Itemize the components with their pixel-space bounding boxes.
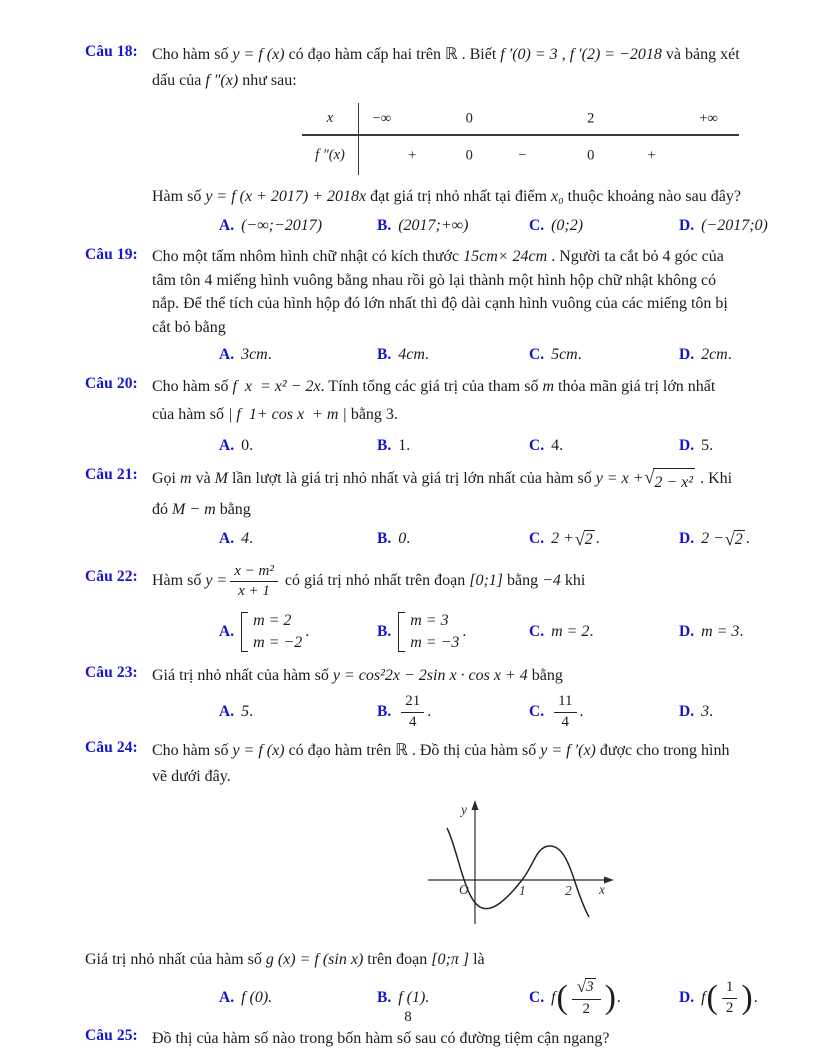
option-letter: B. [377,703,392,720]
option-a [219,217,377,235]
x-value: +∞ [699,110,718,126]
option-text: 3cm . [241,346,272,363]
option-text: m = 3 . [701,623,744,640]
sign-value: + [647,147,656,163]
question-20-options [219,432,768,460]
option-letter: D. [679,437,695,454]
option-b [377,437,529,455]
option-text: f (0). [241,989,273,1006]
question-22 [85,558,768,658]
question-21 [85,465,768,553]
option-letter: A. [219,623,235,640]
option-letter: C. [529,530,545,547]
option-text: 2 + √ 2 . [551,528,600,549]
option-letter: A. [219,217,235,234]
option-text: f (1). [398,989,430,1006]
y-axis-label: y [461,802,467,817]
option-text: 4 . [241,530,254,547]
option-letter: C. [529,346,545,363]
question-22-label: Câu 22: [85,568,138,585]
option-text: 0 . [398,530,411,547]
x-value: 0 [465,110,473,126]
option-letter: B. [377,346,392,363]
option-letter: B. [377,623,392,640]
option-letter: A. [219,530,235,547]
question-19-text-line-1: Cho một tấm nhôm hình chữ nhật có kích thước 15cm× 24cm . Người ta cắt bỏ 4 góc của [152,248,724,265]
option-c [529,346,679,364]
option-a [219,530,377,548]
option-text: $\frac{11}{4}$ . [551,692,583,732]
question-18-label: Câu 18: [85,43,138,60]
sign-table-f-label [302,136,359,175]
x-axis-label: x [599,882,605,897]
x-value: 2 [587,110,595,126]
option-letter: D. [679,703,695,720]
option-text: 4. [551,437,564,454]
sign-value: + [408,147,417,163]
question-21-text-line-1: Gọi m và M lần lượt là giá trị nhỏ nhất và giá trị lớn nhất của hàm số y = x + √ 2 − x² . Khi [152,465,768,497]
option-b [377,610,529,654]
option-letter: B. [377,437,392,454]
f-prime-curve [447,828,589,917]
y-axis-arrow-icon [472,800,479,810]
question-19-text-line-3: nắp. Để thể tích của hình hộp đó lớn nhất thì độ dài cạnh hình vuông của các miếng tôn bị [152,295,728,312]
question-20-text-line-1: Cho hàm số f x = x² − 2x. Tính tổng các giá trị của tham số m thỏa mãn giá trị lớn nhất [152,378,716,395]
question-23-options [219,691,768,733]
option-letter: C. [529,217,545,234]
option-b [377,346,529,364]
option-letter: D. [679,217,695,234]
sign-table-row-x [302,103,739,136]
x-tick-2: 2 [565,883,572,898]
question-18-text-line-1: Cho hàm số y = f (x) có đạo hàm cấp hai trên ℝ . Biết f ′(0) = 3 , f ′(2) = −2018 và bảng xét [152,46,740,63]
question-24-text-line-1: Cho hàm số y = f (x) có đạo hàm trên ℝ . Đồ thị của hàm số y = f ′(x) được cho trong hình [152,742,730,759]
option-d [679,217,768,235]
option-a [219,989,377,1007]
option-text: 5. [701,437,714,454]
option-letter: A. [219,989,235,1006]
option-letter: C. [529,989,545,1006]
question-24-text-line-2: vẽ dưới đây. [152,768,231,785]
option-letter: B. [377,989,392,1006]
option-text: m = 3 m = −3 . [398,610,466,654]
option-letter: A. [219,703,235,720]
sign-value: 0 [465,147,473,163]
option-a [219,437,377,455]
question-18-options [219,212,768,240]
question-19-text-line-2: tâm tôn 4 miếng hình vuông bằng nhau rồi gò lại thành một hình hộp chữ nhật không có [152,271,717,289]
option-d [679,623,768,641]
sign-table-x-values [359,103,739,136]
option-c [529,217,679,235]
derivative-graph [420,798,768,933]
option-b [377,530,529,548]
option-text: 0. [241,437,254,454]
question-21-text-line-2: đó M − m bằng [152,501,251,518]
question-24-label: Câu 24: [85,739,138,756]
option-text: m = 2 m = −2 . [241,610,309,654]
question-18-text-line-3: Hàm số y = f (x + 2017) + 2018x đạt giá trị nhỏ nhất tại điểm x₀ thuộc khoảng nào sau đây? [152,188,741,205]
question-22-text-line-1: Hàm số y = $\frac{\text{x − m²}}{x + 1}$ có giá trị nhỏ nhất trên đoạn [0;1] bằng −4 khi [152,562,586,599]
x-axis-arrow-icon [604,877,614,884]
question-20 [85,374,768,460]
x-tick-1: 1 [519,883,526,898]
option-a [219,610,377,654]
option-text: (−2017;0) [701,217,768,234]
option-d [679,703,768,721]
option-text: f ( $\frac{1}{2}$ ) . [701,978,758,1016]
option-letter: D. [679,623,695,640]
option-c [529,530,679,549]
question-24-text-line-3: Giá trị nhỏ nhất của hàm số g (x) = f (sin x) trên đoạn [0;π ] là [85,951,485,968]
question-19 [85,245,768,369]
x-value: −∞ [372,110,392,126]
question-19-options [219,341,768,369]
question-19-label: Câu 19: [85,246,138,263]
option-text: f ( √ 3 2 ) . [551,977,621,1017]
page-number: 8 [404,1009,412,1025]
question-20-text-line-2: của hàm số | f 1+ cos x + m | bằng 3. [152,406,398,423]
question-19-text-line-4: cắt bỏ bằng [152,318,226,336]
question-18-text-line-2: dấu của f ″(x) như sau: [152,72,297,89]
option-text: 5 . [241,703,254,720]
option-text: 1. [398,437,411,454]
graph-svg [420,798,620,928]
option-text: 5cm . [551,346,582,363]
question-23-label: Câu 23: [85,664,138,681]
option-c [529,437,679,455]
question-25-label: Câu 25: [85,1027,138,1044]
option-text: (2017;+∞) [398,217,469,234]
option-d [679,437,768,455]
option-text: 3 . [701,703,714,720]
option-letter: C. [529,437,545,454]
option-letter: C. [529,623,545,640]
question-25-text-line-1: Đồ thị của hàm số nào trong bốn hàm số sau có đường tiệm cận ngang? [152,1030,610,1047]
question-23-text-line-1: Giá trị nhỏ nhất của hàm số y = cos²2x − 2sin x · cos x + 4 bằng [152,667,563,684]
question-18 [85,42,768,240]
sign-table [302,103,739,175]
option-letter: B. [377,217,392,234]
question-20-label: Câu 20: [85,375,138,392]
option-text: m = 2 . [551,623,594,640]
x-label: x [326,110,334,126]
question-23 [85,663,768,733]
option-text: (−∞;−2017) [241,217,323,234]
option-text: 4cm . [398,346,429,363]
option-letter: A. [219,437,235,454]
sign-table-x-label [302,103,359,136]
option-b [377,692,529,732]
question-21-label: Câu 21: [85,466,138,483]
option-d [679,346,768,364]
option-letter: D. [679,346,695,363]
question-22-options [219,606,768,658]
option-letter: B. [377,530,392,547]
option-text: 2 − √ 2 . [701,528,750,549]
option-text: $\frac{21}{4}$ . [398,692,431,732]
origin-label: O [459,882,469,897]
option-text: (0;2) [551,217,584,234]
option-b [377,217,529,235]
f-double-prime-label: f ″(x) [315,147,345,163]
option-c [529,692,679,732]
option-letter: C. [529,703,545,720]
question-25 [85,1026,768,1052]
question-21-options [219,525,768,553]
option-c [529,623,679,641]
sign-value: − [518,147,527,163]
option-text: 2cm . [701,346,732,363]
option-a [219,346,377,364]
option-letter: D. [679,989,695,1006]
sign-value: 0 [587,147,595,163]
question-24 [85,738,768,1021]
option-letter: A. [219,346,235,363]
option-d [679,530,768,549]
sign-table-row-f [302,136,739,175]
option-b [377,989,529,1007]
option-letter: D. [679,530,695,547]
sign-table-f-values [359,136,739,175]
option-a [219,703,377,721]
